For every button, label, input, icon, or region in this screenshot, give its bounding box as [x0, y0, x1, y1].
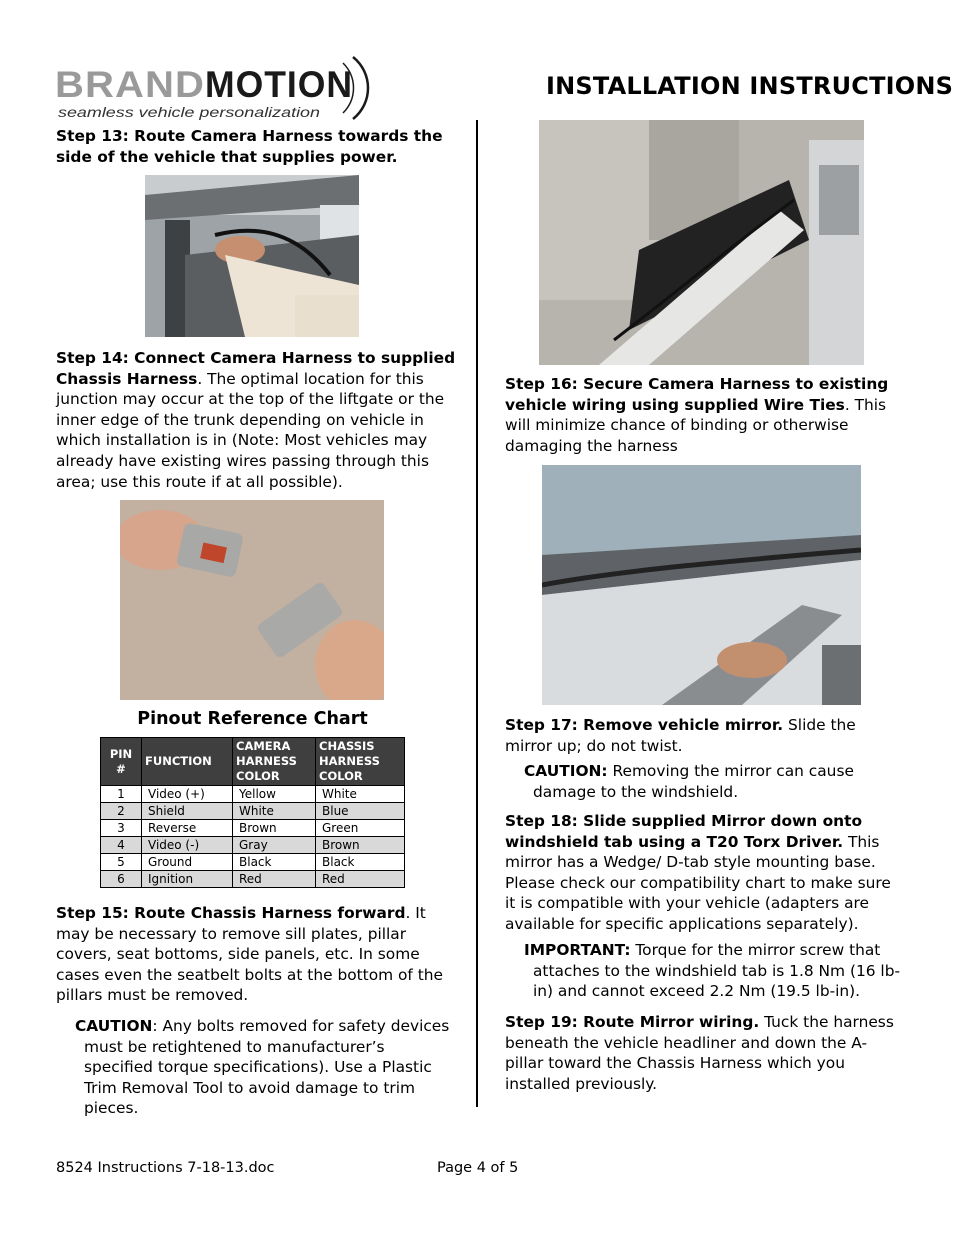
step-15-heading: Step 15: Route Chassis Harness forward — [56, 904, 406, 922]
step-17-heading: Step 17: Remove vehicle mirror. — [505, 716, 784, 734]
cell-chassis-color: Green — [316, 820, 405, 837]
cell-camera-color: Brown — [233, 820, 316, 837]
step-13-text: Step 13: Route Camera Harness towards the side of the vehicle that supplies power. — [56, 127, 443, 166]
step-16 — [505, 374, 905, 456]
cell-function: Shield — [142, 803, 233, 820]
cell-function: Ground — [142, 854, 233, 871]
cell-pin: 6 — [101, 871, 142, 888]
step-15-caution — [56, 1016, 456, 1119]
step-17-text: Slide the mirror up; do not twist. — [505, 716, 856, 755]
cell-camera-color: White — [233, 803, 316, 820]
caution-text: Removing the mirror can cause damage to the windshield. — [533, 762, 854, 801]
step-19-text: Tuck the harness beneath the vehicle headliner and down the A-pillar toward the Chassis Harness which you installed previously. — [505, 1013, 894, 1093]
photo-liftgate-routing — [145, 175, 359, 337]
step-18-heading: Step 18: Slide supplied Mirror down onto windshield tab using a T20 Torx Driver. — [505, 812, 863, 851]
cell-function: Reverse — [142, 820, 233, 837]
step-17 — [505, 715, 905, 756]
step-19 — [505, 1012, 905, 1094]
page-title: INSTALLATION INSTRUCTIONS — [546, 72, 954, 100]
col-function: FUNCTION — [142, 738, 233, 786]
cell-camera-color: Black — [233, 854, 316, 871]
important-label: IMPORTANT: — [524, 941, 631, 959]
caution-label: CAUTION — [75, 1017, 153, 1035]
brandmotion-logo — [55, 55, 370, 123]
cell-function: Video (-) — [142, 837, 233, 854]
footer-page-number: Page 4 of 5 — [437, 1160, 519, 1176]
pinout-table — [100, 737, 405, 888]
step-14-heading: Step 14: Connect Camera Harness to supplied Chassis Harness — [56, 349, 456, 388]
cell-pin: 4 — [101, 837, 142, 854]
pinout-chart-title: Pinout Reference Chart — [137, 709, 368, 729]
cell-chassis-color: Blue — [316, 803, 405, 820]
step-17-caution — [505, 761, 905, 802]
table-row — [101, 837, 405, 854]
cell-pin: 1 — [101, 786, 142, 803]
cell-function: Ignition — [142, 871, 233, 888]
step-16-heading: Step 16: Secure Camera Harness to existing vehicle wiring using supplied Wire Ties — [505, 375, 889, 414]
col-pin: PIN # — [101, 738, 142, 786]
step-18-important — [505, 940, 905, 1002]
step-15-text: . It may be necessary to remove sill plates, pillar covers, seat bottoms, side panels, etc. In some cases even the seatbelt bolts at the bottom of the pillars must be removed. — [56, 904, 443, 1005]
footer-document-name: 8524 Instructions 7-18-13.doc — [56, 1160, 275, 1176]
cell-chassis-color: White — [316, 786, 405, 803]
col-chassis-color: CHASSIS HARNESS COLOR — [316, 738, 405, 786]
svg-text:seamless vehicle personalizati: seamless vehicle personalization — [58, 104, 321, 120]
photo-sill-routing — [539, 120, 864, 365]
cell-camera-color: Red — [233, 871, 316, 888]
step-18-text: This mirror has a Wedge/ D-tab style mounting base. Please check our compatibility chart to make sure it is compatible with your vehicle (adapters are available for specific applications separately). — [505, 832, 891, 933]
important-text: Torque for the mirror screw that attaches to the windshield tab is 1.8 Nm (16 lb-in) and cannot exceed 2.2 Nm (19.5 lb-in). — [533, 941, 901, 1001]
table-row — [101, 786, 405, 803]
svg-text:BRAND: BRAND — [55, 64, 205, 105]
step-19-heading: Step 19: Route Mirror wiring. — [505, 1013, 760, 1031]
table-row — [101, 803, 405, 820]
cell-function: Video (+) — [142, 786, 233, 803]
table-row — [101, 871, 405, 888]
column-divider — [476, 120, 478, 1107]
step-18 — [505, 811, 905, 935]
table-row — [101, 854, 405, 871]
step-14-text: . The optimal location for this junction may occur at the top of the liftgate or the inner edge of the trunk depending on vehicle in which installation is in (Note: Most vehicles may already have existing wires passing through this area; use this route if at all possible). — [56, 369, 445, 491]
table-row — [101, 820, 405, 837]
step-13 — [56, 126, 456, 167]
cell-chassis-color: Brown — [316, 837, 405, 854]
cell-pin: 2 — [101, 803, 142, 820]
cell-pin: 3 — [101, 820, 142, 837]
caution-label: CAUTION: — [524, 762, 608, 780]
cell-chassis-color: Red — [316, 871, 405, 888]
step-16-text: . This will minimize chance of binding or otherwise damaging the harness — [505, 395, 887, 455]
photo-harness-connectors — [120, 500, 384, 700]
photo-windshield-headliner — [542, 465, 861, 705]
col-camera-color: CAMERA HARNESS COLOR — [233, 738, 316, 786]
step-14 — [56, 348, 456, 492]
step-15 — [56, 903, 456, 1006]
svg-text:MOTION: MOTION — [205, 64, 353, 105]
cell-camera-color: Yellow — [233, 786, 316, 803]
cell-chassis-color: Black — [316, 854, 405, 871]
table-header-row — [101, 738, 405, 786]
cell-pin: 5 — [101, 854, 142, 871]
cell-camera-color: Gray — [233, 837, 316, 854]
caution-text: : Any bolts removed for safety devices must be retightened to manufacturer’s specified torque specifications). Use a Plastic Trim Removal Tool to avoid damage to trim pieces. — [84, 1017, 450, 1118]
